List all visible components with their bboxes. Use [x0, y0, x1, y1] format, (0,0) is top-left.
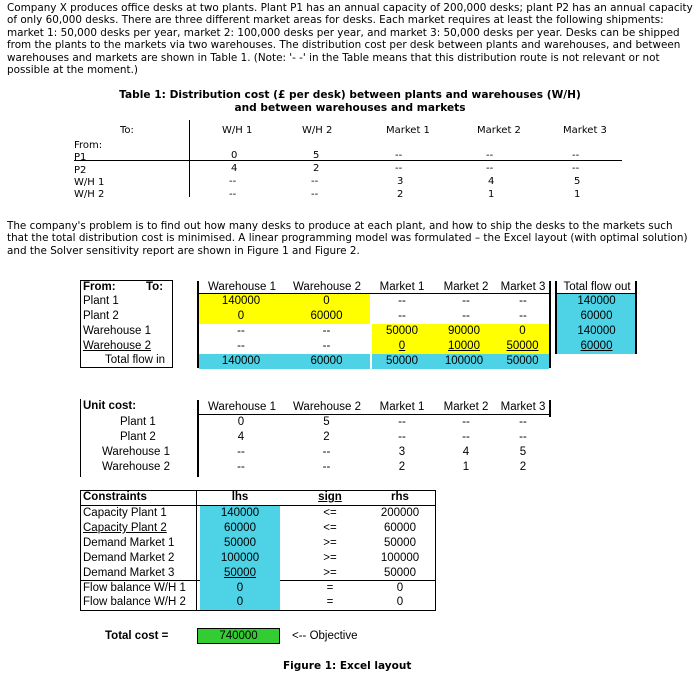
flow-cell: --: [237, 325, 245, 337]
table1-cell: --: [486, 150, 494, 161]
table1-cell: 5: [313, 150, 320, 161]
unit-cost-cell: 5: [519, 446, 527, 458]
table1-horizontal-rule: [74, 160, 622, 161]
objective-note: <-- Objective: [292, 630, 358, 642]
unit-cost-cell: --: [398, 431, 406, 443]
unit-cost-cell: --: [237, 461, 245, 473]
total-flow-out-label: Total flow out: [563, 281, 631, 293]
table1-row-label: W/H 1: [74, 177, 105, 188]
unit-cost-cell: --: [519, 431, 527, 443]
table1-caption: [0, 89, 700, 114]
flow-cell: --: [398, 310, 406, 322]
constraint-rhs: 100000: [380, 552, 420, 564]
flow-cell[interactable]: 90000: [432, 324, 496, 339]
unit-cost-cell: 4: [237, 431, 245, 443]
unit-cost-cell: --: [237, 446, 245, 458]
flow-row-label: Warehouse 2: [83, 340, 151, 352]
total-flow-in-cell: 140000: [199, 354, 283, 369]
table1-cell: 1: [488, 189, 495, 200]
flow-col-header: Market 2: [443, 281, 489, 293]
unit-cost-row-label: Warehouse 1: [102, 446, 170, 458]
flow-cell: --: [519, 295, 527, 307]
constraint-sign: <=: [323, 522, 337, 534]
constraint-rhs: 200000: [380, 507, 420, 519]
flow-cell: --: [519, 310, 527, 322]
constraint-name: Flow balance W/H 2: [83, 596, 186, 608]
flow-cell: --: [462, 310, 470, 322]
constraint-name: Demand Market 1: [83, 537, 175, 549]
table1-caption-line1: Table 1: Distribution cost (£ per desk) between plants and warehouses (W/H): [119, 89, 581, 101]
constraint-name: Demand Market 2: [83, 552, 175, 564]
constraint-name: Capacity Plant 2: [83, 522, 167, 534]
unit-cost-cell: 2: [398, 461, 406, 473]
table1-cell: 2: [397, 189, 404, 200]
flow-col-header: Market 1: [379, 281, 425, 293]
unit-cost-col-header: Market 2: [443, 401, 489, 413]
total-flow-in-cell: 50000: [496, 354, 549, 369]
table1-vertical-rule: [189, 120, 190, 197]
lhs-header: lhs: [231, 491, 249, 503]
table1-cell: --: [229, 176, 237, 187]
total-flow-in-cell: 60000: [283, 354, 370, 369]
total-flow-in-cell: 50000: [372, 354, 432, 369]
unit-cost-cell: --: [519, 416, 527, 428]
total-flow-in-cell: 100000: [432, 354, 496, 369]
constraint-sign: <=: [323, 507, 337, 519]
flow-row-label: Plant 1: [83, 295, 119, 307]
table1-caption-line2: and between warehouses and markets: [234, 101, 466, 114]
table1-cell: 1: [574, 189, 581, 200]
unit-cost-cell: --: [462, 416, 470, 428]
rhs-header: rhs: [391, 491, 409, 503]
table1-cell: 3: [397, 176, 404, 187]
flow-divider: [549, 281, 551, 368]
table1-cell: 4: [488, 176, 495, 187]
table1-col-market2: Market 2: [477, 125, 521, 136]
table1-cell: 4: [231, 163, 238, 174]
table1-row-label: P1: [74, 152, 87, 163]
flow-col-header: Warehouse 2: [293, 281, 361, 293]
unit-cost-cell: --: [322, 446, 331, 458]
constraint-name: Flow balance W/H 1: [83, 582, 186, 594]
unit-cost-cell: 1: [462, 461, 470, 473]
unit-cost-cell: 5: [323, 416, 330, 428]
table1-cell: --: [311, 176, 319, 187]
flow-cell[interactable]: 60000: [283, 309, 370, 324]
flow-cell: --: [237, 340, 245, 352]
flow-cell[interactable]: 140000: [199, 294, 283, 309]
flow-col-header: Warehouse 1: [208, 281, 276, 293]
intro-paragraph: Company X produces office desks at two plants. Plant P1 has an annual capacity of 200,000 desks; plant P2 has an annual capacity of only 60,000 desks. There are three different market areas for desks. Each market requires at least the following shipments: market 1: 50,000 desks per year, market 2: 100,000 desks per year, and market 3: 50,000 desks per year. Desks can be shipped from the plants to the markets via two warehouses. The distribution cost per desk between plants and warehouses, and between warehouses and markets are shown in Table 1. (Note: '- -' in the Table means that this distribution route is not relevant or not possible at the moment.): [7, 2, 693, 77]
constraint-lhs: 50000: [200, 566, 280, 581]
constraint-rhs: 0: [396, 582, 404, 594]
unit-cost-cell: --: [462, 431, 470, 443]
flow-cell[interactable]: 0: [496, 324, 549, 339]
unit-cost-label: Unit cost:: [83, 400, 137, 412]
unit-cost-col-header: Market 3: [500, 401, 546, 413]
figure-caption: Figure 1: Excel layout: [283, 660, 412, 672]
constraint-lhs: 140000: [200, 506, 280, 521]
table1-from-label: From:: [74, 140, 103, 151]
unit-cost-row-label: Plant 1: [120, 416, 156, 428]
total-flow-out-cell: 140000: [557, 324, 636, 339]
flow-cell[interactable]: 0: [199, 309, 283, 324]
table1-col-wh2: W/H 2: [302, 125, 333, 136]
unit-cost-row-label: Plant 2: [120, 431, 156, 443]
flow-row-label: Warehouse 1: [83, 325, 151, 337]
constraint-lhs: 60000: [200, 521, 280, 536]
unit-cost-col-header: Market 1: [379, 401, 425, 413]
unit-cost-cell: 0: [237, 416, 245, 428]
table1-cell: --: [311, 189, 319, 200]
flow-row-label: Plant 2: [83, 310, 119, 322]
constraint-rhs: 60000: [384, 522, 416, 534]
constraint-lhs: 50000: [200, 536, 280, 551]
problem-paragraph: The company's problem is to find out how many desks to produce at each plant, and how to ship the desks to the markets such that the total distribution cost is minimised. A linear programming model was formulated – the Excel layout (with optimal solution) and the Solver sensitivity report are shown in Figure 1 and Figure 2.: [7, 220, 688, 257]
constraint-sign: =: [326, 596, 334, 608]
flow-from-label: From:: [83, 281, 116, 293]
sign-header: sign: [318, 491, 342, 503]
table1-cell: 5: [574, 176, 581, 187]
unit-cost-cell: 2: [519, 461, 527, 473]
table1-col-market3: Market 3: [563, 125, 607, 136]
flow-cell[interactable]: 50000: [372, 324, 432, 339]
constraints-header: Constraints: [83, 491, 147, 503]
table1-cell: 2: [313, 163, 320, 174]
table1-to-label: To:: [120, 125, 134, 136]
table1-row-label: P2: [74, 165, 87, 176]
table1-cell: --: [486, 163, 494, 174]
constraint-rhs: 50000: [384, 537, 416, 549]
flow-cell[interactable]: 0: [283, 294, 370, 309]
flow-divider: [635, 281, 637, 354]
unit-cost-cell: --: [322, 461, 331, 473]
constraint-sign: =: [326, 582, 334, 594]
constraint-sign: >=: [323, 567, 337, 579]
table1-cell: --: [572, 163, 580, 174]
unit-cost-cell: 3: [398, 446, 406, 458]
total-flow-in-label: Total flow in: [105, 354, 166, 366]
flow-to-label: To:: [146, 281, 164, 293]
table1-cell: 0: [231, 150, 238, 161]
constraint-lhs: 0: [200, 595, 280, 610]
unit-cost-cell: 4: [462, 446, 470, 458]
constraint-sign: >=: [323, 552, 337, 564]
unit-cost-cell: 2: [323, 431, 330, 443]
constraint-lhs: 0: [200, 581, 280, 596]
constraint-lhs: 100000: [200, 551, 280, 566]
flow-cell[interactable]: 10000: [432, 339, 496, 354]
table1-cell: --: [572, 150, 580, 161]
constraint-rhs: 0: [396, 596, 404, 608]
table1-col-market1: Market 1: [386, 125, 430, 136]
flow-cell: --: [322, 340, 331, 352]
table1-row-label: W/H 2: [74, 189, 105, 200]
total-cost-cell: 740000: [197, 628, 280, 644]
unit-cost-cell: --: [398, 416, 406, 428]
constraints-divider: [196, 490, 197, 611]
total-flow-out-cell: 60000: [557, 309, 636, 324]
unit-cost-col-header: Warehouse 1: [208, 401, 276, 413]
unit-cost-col-header: Warehouse 2: [293, 401, 361, 413]
table1-col-wh1: W/H 1: [222, 125, 253, 136]
flow-cell: --: [462, 295, 470, 307]
total-flow-out-cell: 60000: [557, 339, 636, 354]
constraint-name: Capacity Plant 1: [83, 507, 167, 519]
flow-cell: --: [322, 325, 331, 337]
flow-cell[interactable]: 0: [372, 339, 432, 354]
table1-cell: --: [395, 150, 403, 161]
table1-cell: --: [229, 189, 237, 200]
flow-cell: --: [398, 295, 406, 307]
total-flow-out-cell: 140000: [557, 294, 636, 309]
flow-divider: [555, 281, 557, 354]
total-cost-label: Total cost =: [105, 630, 169, 642]
constraint-rhs: 50000: [384, 567, 416, 579]
table1-cell: --: [395, 163, 403, 174]
constraint-sign: >=: [323, 537, 337, 549]
flow-col-header: Market 3: [500, 281, 546, 293]
flow-cell[interactable]: 50000: [496, 339, 549, 354]
constraint-name: Demand Market 3: [83, 567, 175, 579]
unit-cost-row-label: Warehouse 2: [102, 461, 170, 473]
